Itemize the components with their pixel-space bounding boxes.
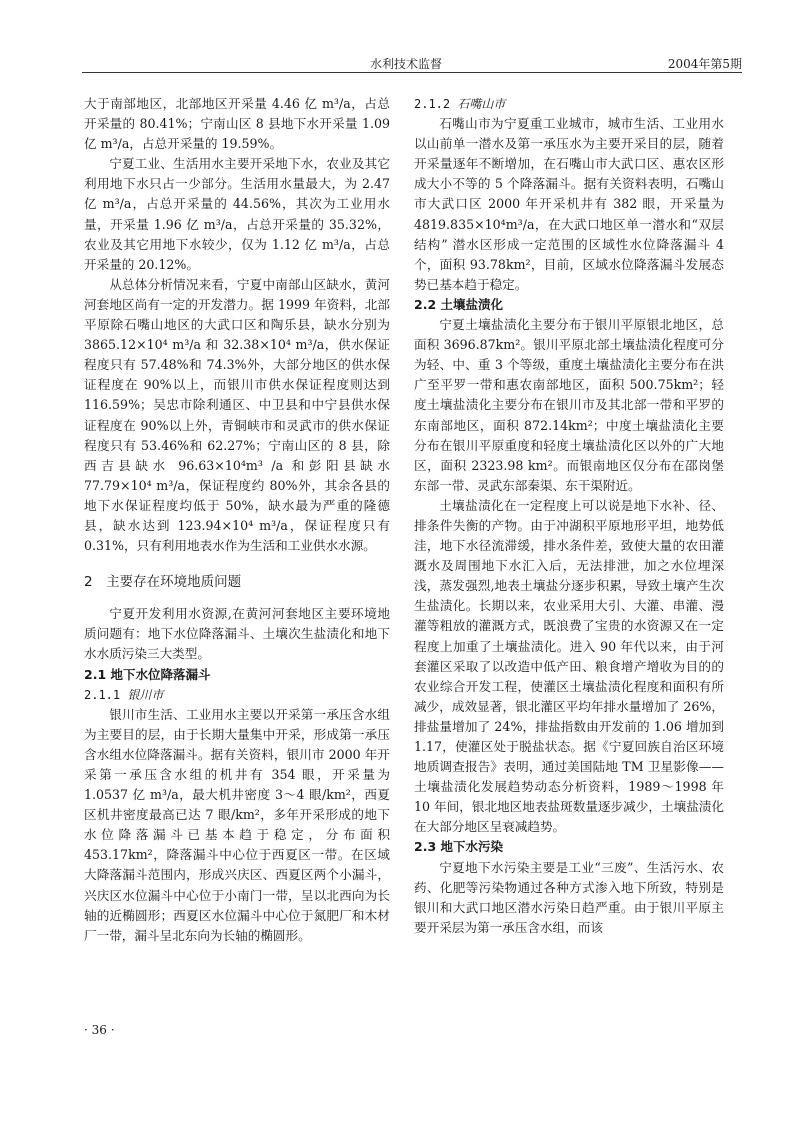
subsubsection-heading xyxy=(414,94,724,114)
subsubsection-heading xyxy=(84,685,390,705)
left-column xyxy=(84,94,390,946)
right-column xyxy=(414,94,724,938)
section-heading: 2 主要存在环境地质问题 xyxy=(84,574,242,591)
paragraph: 石嘴山市为宁夏重工业城市，城市生活、工业用水以山前单一潜水及第一承压水为主要开采目的层，随着开采量逐年不断增加，在石嘴山市大武口区、惠农区形成大小不等的 5 个降落漏斗。据有关资料表明，石嘴山市大武口区 2000 年开采机井有 382 眼，开采量为 4819.835×10⁴m³/a，在大武口地区单一潜水和“双层结构” 潜水区形成一定范围的区域性水位降落漏斗 4 个，面积 93.78km²，目前，区域水位降落漏斗发展态势已基本趋于稳定。 xyxy=(414,116,724,292)
paragraph: 土壤盐渍化在一定程度上可以说是地下水补、径、排条件失衡的产物。由于冲湖积平原地形平坦，地势低洼，地下水径流滞缓，排水条件差，致使大量的农田灌溉水及周围地下水汇入后，无法排泄，加之水位埋深浅，蒸发强烈,地表土壤盐分逐步积累，导致土壤产生次生盐渍化。长期以来，农业采用大引、大灌、串灌、漫灌等粗放的灌溉方式，既浪费了宝贵的水资源又在一定程度上加重了土壤盐渍化。进入 90 年代以来，由于河套灌区采取了以改造中低产田、粮食增产增收为目的的农业综合开发工程，使灌区土壤盐渍化程度和面积有所减少，成效显著，银北灌区平均年排水量增加了 26%，排盐量增加了 24%，排盐指数由开发前的 1.06 增加到 1.17，使灌区处于脱盐状态。据《宁夏回族自治区环境地质调查报告》表明，通过美国陆地 TM 卫星影像——土壤盐渍化发展趋势动态分析资料，1989～1998 年 10 年间，银北地区地表盐斑数量逐步减少，土壤盐渍化在大部分地区呈衰减趋势。 xyxy=(414,497,724,835)
subsection-heading: 2.2 土壤盐渍化 xyxy=(414,296,503,312)
paragraph: 大于南部地区，北部地区开采量 4.46 亿 m³/a，占总开采量的 80.41%；宁南山区 8 县地下水开采量 1.09 亿 m³/a，占总开采量的 19.59%。 xyxy=(84,96,390,152)
subsubsection-name: 银川市 xyxy=(127,687,164,702)
subsection-heading: 2.1 地下水位降落漏斗 xyxy=(84,666,211,682)
paragraph: 宁夏土壤盐渍化主要分布于银川平原银北地区，总面积 3696.87km²。银川平原北部土壤盐渍化程度可分为轻、中、重 3 个等级，重度土壤盐渍化主要分布在洪广至平罗一带和惠农南部地区，面积 500.75km²；轻度土壤盐渍化主要分布在银川市及其北部一带和平罗的东南部地区，面积 872.14km²；中度土壤盐渍化主要分布在银川平原重度和轻度土壤盐渍化区以外的广大地区，面积 2323.98 km²。而银南地区仅分布在邵岗堡东部一带、灵武东部秦渠、东干渠附近。 xyxy=(414,317,724,493)
issue-label: 2004年第5期 xyxy=(667,57,742,71)
running-header xyxy=(82,50,742,73)
page-number: · 36 · xyxy=(84,1023,115,1037)
paragraph: 宁夏地下水污染主要是工业“三废”、生活污水、农药、化肥等污染物通过各种方式渗入地下所致，特别是银川和大武口地区潜水污染日趋严重。由于银川平原主要开采层为第一承压含水组，而该 xyxy=(414,859,724,935)
paragraph: 宁夏工业、生活用水主要开采地下水，农业及其它利用地下水只占一少部分。生活用水量最大，为 2.47 亿 m³/a，占总开采量的 44.56%，其次为工业用水量，开采量 1.96 亿 m³/a，占总开采量的 35.32%，农业及其它用地下水较少，仅为 1.12 亿 m³/a，占总开采量的 20.12%。 xyxy=(84,156,390,272)
subsection-heading: 2.3 地下水污染 xyxy=(414,839,503,855)
paragraph: 宁夏开发利用水资源,在黄河河套地区主要环境地质问题有：地下水位降落漏斗、土壤次生盐渍化和地下水水质污染三大类型。 xyxy=(84,606,390,662)
subsubsection-name: 石嘴山市 xyxy=(457,97,506,111)
subsubsection-number: 2.1.1 xyxy=(84,687,121,702)
subsubsection-number: 2.1.2 xyxy=(414,97,451,111)
paragraph: 从总体分析情况来看，宁夏中南部山区缺水，黄河河套地区尚有一定的开发潜力。据 1999 年资料，北部平原除石嘴山地区的大武口区和陶乐县，缺水分别为 3865.12×10⁴ m³/a 和 32.38×10⁴ m³/a，供水保证程度只有 57.48%和 74.3%外，大部分地区的供水保证程度在 90%以上，而银川市供水保证程度则达到 116.59%；吴忠市除利通区、中卫县和中宁县供水保证程度在 90%以上外，青铜峡市和灵武市的供水保证程度只有 53.46%和 62.27%；宁南山区的 8 县，除西吉县缺水 96.63×10⁴m³ /a 和彭阳县缺水 77.79×10⁴ m³/a，保证程度约 80%外，其余各县的地下水保证程度均低于 50%，缺水最为严重的隆德县，缺水达到 123.94×10⁴ m³/a，保证程度只有 0.31%，只有利用地表水作为生活和工业供水水源。 xyxy=(84,276,390,554)
paragraph: 银川市生活、工业用水主要以开采第一承压含水组为主要目的层，由于长期大量集中开采，形成第一承压含水组水位降落漏斗。据有关资料，银川市 2000 年开采第一承压含水组的机井有 354 眼，开采量为 1.0537 亿 m³/a，最大机井密度 3～4 眼/km²，西夏区机井密度最高已达 7 眼/km²，多年开采形成的地下水位降落漏斗已基本趋于稳定，分布面积 453.17km²，降落漏斗中心位于西夏区一带。在区域大降落漏斗范围内，形成兴庆区、西夏区两个小漏斗，兴庆区水位漏斗中心位于小南门一带，呈以北西向为长轴的近椭圆形；西夏区水位漏斗中心位于氮肥厂和木材厂一带，漏斗呈北东向为长轴的椭圆形。 xyxy=(84,706,390,943)
journal-name: 水利技术监督 xyxy=(370,57,443,71)
